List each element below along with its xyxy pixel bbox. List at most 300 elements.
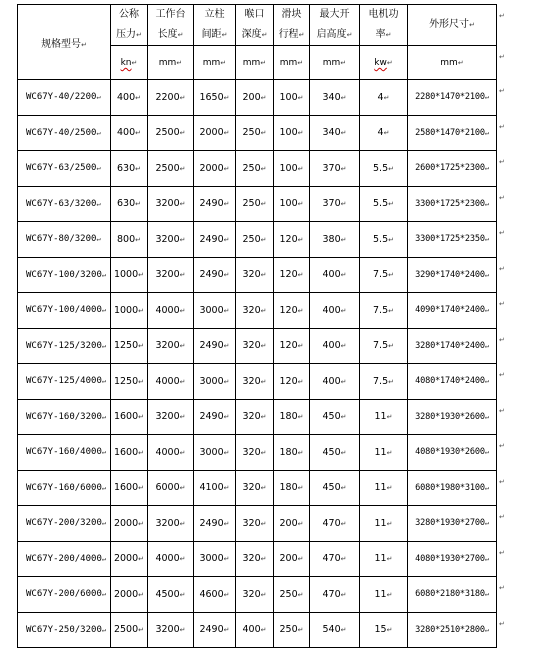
cell-pressure: 400↵ (111, 80, 148, 116)
paragraph-mark: ↵ (340, 93, 347, 102)
paragraph-mark: ↵ (101, 270, 107, 279)
header-stroke: 滑块 行程↵ (274, 5, 310, 46)
paragraph-mark: ↵ (261, 31, 268, 39)
cell-motor-power: 5.5↵ (360, 151, 408, 187)
cell-model: WC67Y-63/3200↵ (18, 186, 111, 222)
paragraph-mark: ↵ (223, 377, 230, 386)
table-row (18, 399, 497, 435)
unit-table-length: mm↵ (148, 46, 194, 80)
row-end-mark: ↵ (499, 265, 505, 273)
paragraph-mark: ↵ (260, 200, 267, 209)
cell-column-spacing: 2490↵ (194, 257, 236, 293)
cell-column-spacing: 2490↵ (194, 328, 236, 364)
paragraph-mark: ↵ (260, 342, 267, 351)
paragraph-mark: ↵ (388, 200, 394, 209)
paragraph-mark: ↵ (297, 413, 304, 422)
paragraph-mark: ↵ (297, 306, 304, 315)
paragraph-mark: ↵ (484, 128, 489, 137)
header-dimensions: 外形尺寸↵ (408, 5, 497, 46)
paragraph-mark: ↵ (386, 59, 393, 67)
paragraph-mark: ↵ (179, 306, 186, 315)
cell-model: WC67Y-160/4000↵ (18, 435, 111, 471)
cell-stroke: 200↵ (274, 541, 310, 577)
paragraph-mark: ↵ (179, 93, 186, 102)
cell-throat-depth: 320↵ (236, 506, 274, 542)
paragraph-mark: ↵ (484, 519, 489, 528)
paragraph-mark: ↵ (221, 31, 228, 39)
header-model: 规格型号↵ (18, 5, 111, 80)
cell-dimensions: 4080*1930*2600↵ (408, 435, 497, 471)
paragraph-mark: ↵ (484, 306, 489, 315)
paragraph-mark: ↵ (179, 626, 186, 635)
cell-motor-power: 4↵ (360, 115, 408, 151)
cell-dimensions: 2280*1470*2100↵ (408, 80, 497, 116)
cell-pressure: 1250↵ (111, 328, 148, 364)
cell-throat-depth: 320↵ (236, 328, 274, 364)
paragraph-mark: ↵ (386, 519, 393, 528)
cell-table-length: 2500↵ (148, 115, 194, 151)
paragraph-mark: ↵ (179, 271, 186, 280)
cell-dimensions: 6080*1980*3100↵ (408, 470, 497, 506)
paragraph-mark: ↵ (484, 554, 489, 563)
cell-max-opening: 450↵ (310, 435, 360, 471)
paragraph-mark: ↵ (179, 377, 186, 386)
header-throat-depth: 喉口 深度↵ (236, 5, 274, 46)
cell-model: WC67Y-250/3200↵ (18, 612, 111, 648)
header-motor-power: 电机功 率↵ (360, 5, 408, 46)
paragraph-mark: ↵ (297, 164, 304, 173)
cell-table-length: 3200↵ (148, 328, 194, 364)
paragraph-mark: ↵ (297, 626, 304, 635)
cell-stroke: 250↵ (274, 577, 310, 613)
paragraph-mark: ↵ (260, 93, 267, 102)
paragraph-mark: ↵ (297, 519, 304, 528)
cell-stroke: 120↵ (274, 293, 310, 329)
paragraph-mark: ↵ (484, 483, 489, 492)
paragraph-mark: ↵ (260, 235, 267, 244)
cell-column-spacing: 3000↵ (194, 435, 236, 471)
table-row (18, 80, 497, 116)
paragraph-mark: ↵ (383, 93, 390, 102)
paragraph-mark: ↵ (484, 199, 489, 208)
cell-throat-depth: 400↵ (236, 612, 274, 648)
cell-table-length: 3200↵ (148, 506, 194, 542)
row-end-mark: ↵ (499, 87, 505, 95)
paragraph-mark: ↵ (340, 555, 347, 564)
cell-motor-power: 11↵ (360, 541, 408, 577)
paragraph-mark: ↵ (260, 377, 267, 386)
cell-dimensions: 3300*1725*2350↵ (408, 222, 497, 258)
cell-max-opening: 370↵ (310, 186, 360, 222)
paragraph-mark: ↵ (484, 235, 489, 244)
cell-throat-depth: 200↵ (236, 80, 274, 116)
cell-motor-power: 7.5↵ (360, 364, 408, 400)
table-row (18, 470, 497, 506)
unit-dimensions: mm↵ (408, 46, 497, 80)
cell-column-spacing: 3000↵ (194, 364, 236, 400)
paragraph-mark: ↵ (96, 235, 101, 244)
cell-throat-depth: 250↵ (236, 222, 274, 258)
unit-pressure: kn↵ (111, 46, 148, 80)
cell-stroke: 180↵ (274, 435, 310, 471)
cell-model: WC67Y-200/6000↵ (18, 577, 111, 613)
paragraph-mark: ↵ (340, 342, 347, 351)
paragraph-mark: ↵ (101, 377, 107, 386)
paragraph-mark: ↵ (101, 554, 107, 563)
paragraph-mark: ↵ (179, 519, 186, 528)
row-end-mark: ↵ (499, 53, 505, 61)
paragraph-mark: ↵ (386, 484, 393, 493)
cell-model: WC67Y-160/6000↵ (18, 470, 111, 506)
paragraph-mark: ↵ (179, 413, 186, 422)
paragraph-mark: ↵ (386, 590, 393, 599)
paragraph-mark: ↵ (101, 625, 107, 634)
paragraph-mark: ↵ (223, 590, 230, 599)
row-end-mark: ↵ (499, 478, 505, 486)
cell-column-spacing: 4100↵ (194, 470, 236, 506)
paragraph-mark: ↵ (101, 519, 107, 528)
paragraph-mark: ↵ (484, 448, 489, 457)
header-pressure: 公称 压力↵ (111, 5, 148, 46)
cell-column-spacing: 4600↵ (194, 577, 236, 613)
paragraph-mark: ↵ (385, 31, 392, 39)
cell-column-spacing: 3000↵ (194, 541, 236, 577)
cell-model: WC67Y-40/2500↵ (18, 115, 111, 151)
paragraph-mark: ↵ (388, 235, 394, 244)
paragraph-mark: ↵ (223, 200, 230, 209)
cell-table-length: 4500↵ (148, 577, 194, 613)
row-end-mark: ↵ (499, 584, 505, 592)
paragraph-mark: ↵ (138, 342, 145, 351)
table-row (18, 328, 497, 364)
cell-motor-power: 11↵ (360, 577, 408, 613)
unit-motor-power: kw↵ (360, 46, 408, 80)
paragraph-mark: ↵ (101, 341, 107, 350)
cell-max-opening: 400↵ (310, 293, 360, 329)
cell-throat-depth: 250↵ (236, 115, 274, 151)
paragraph-mark: ↵ (388, 306, 394, 315)
cell-model: WC67Y-200/3200↵ (18, 506, 111, 542)
cell-stroke: 250↵ (274, 612, 310, 648)
paragraph-mark: ↵ (388, 164, 394, 173)
paragraph-mark: ↵ (179, 235, 186, 244)
cell-stroke: 120↵ (274, 328, 310, 364)
paragraph-mark: ↵ (383, 129, 390, 138)
cell-dimensions: 3280*2510*2800↵ (408, 612, 497, 648)
row-end-mark: ↵ (499, 513, 505, 521)
paragraph-mark: ↵ (484, 270, 489, 279)
paragraph-mark: ↵ (297, 200, 304, 209)
paragraph-mark: ↵ (388, 271, 394, 280)
cell-pressure: 2500↵ (111, 612, 148, 648)
cell-throat-depth: 320↵ (236, 364, 274, 400)
paragraph-mark: ↵ (297, 93, 304, 102)
cell-stroke: 200↵ (274, 506, 310, 542)
paragraph-mark: ↵ (297, 484, 304, 493)
paragraph-mark: ↵ (179, 484, 186, 493)
row-end-mark: ↵ (499, 371, 505, 379)
cell-max-opening: 400↵ (310, 257, 360, 293)
cell-stroke: 100↵ (274, 115, 310, 151)
cell-stroke: 180↵ (274, 399, 310, 435)
cell-model: WC67Y-100/4000↵ (18, 293, 111, 329)
cell-model: WC67Y-63/2500↵ (18, 151, 111, 187)
paragraph-mark: ↵ (297, 590, 304, 599)
cell-motor-power: 4↵ (360, 80, 408, 116)
cell-pressure: 1000↵ (111, 293, 148, 329)
paragraph-mark: ↵ (346, 31, 353, 39)
cell-column-spacing: 2490↵ (194, 222, 236, 258)
row-end-mark: ↵ (499, 194, 505, 202)
cell-model: WC67Y-100/3200↵ (18, 257, 111, 293)
paragraph-mark: ↵ (484, 412, 489, 421)
paragraph-mark: ↵ (135, 200, 141, 209)
cell-motor-power: 15↵ (360, 612, 408, 648)
paragraph-mark: ↵ (96, 199, 101, 208)
cell-table-length: 6000↵ (148, 470, 194, 506)
paragraph-mark: ↵ (340, 271, 347, 280)
cell-max-opening: 470↵ (310, 577, 360, 613)
paragraph-mark: ↵ (176, 59, 183, 67)
table-row (18, 186, 497, 222)
cell-column-spacing: 2490↵ (194, 186, 236, 222)
paragraph-mark: ↵ (138, 448, 145, 457)
paragraph-mark: ↵ (386, 555, 393, 564)
cell-table-length: 4000↵ (148, 435, 194, 471)
cell-motor-power: 7.5↵ (360, 293, 408, 329)
paragraph-mark: ↵ (223, 164, 230, 173)
paragraph-mark: ↵ (179, 448, 186, 457)
cell-column-spacing: 1650↵ (194, 80, 236, 116)
cell-model: WC67Y-40/2200↵ (18, 80, 111, 116)
paragraph-mark: ↵ (138, 590, 145, 599)
row-end-mark: ↵ (499, 549, 505, 557)
paragraph-mark: ↵ (138, 413, 145, 422)
cell-throat-depth: 320↵ (236, 399, 274, 435)
paragraph-mark: ↵ (388, 342, 394, 351)
paragraph-mark: ↵ (297, 377, 304, 386)
unit-stroke: mm↵ (274, 46, 310, 80)
paragraph-mark: ↵ (260, 448, 267, 457)
cell-pressure: 1600↵ (111, 435, 148, 471)
row-end-mark: ↵ (499, 123, 505, 131)
paragraph-mark: ↵ (220, 59, 227, 67)
cell-model: WC67Y-125/3200↵ (18, 328, 111, 364)
paragraph-mark: ↵ (101, 483, 107, 492)
paragraph-mark: ↵ (260, 306, 267, 315)
paragraph-mark: ↵ (484, 93, 489, 102)
cell-table-length: 3200↵ (148, 186, 194, 222)
paragraph-mark: ↵ (386, 626, 393, 635)
table-row (18, 577, 497, 613)
cell-motor-power: 11↵ (360, 435, 408, 471)
paragraph-mark: ↵ (101, 448, 107, 457)
cell-motor-power: 7.5↵ (360, 257, 408, 293)
paragraph-mark: ↵ (260, 626, 267, 635)
cell-max-opening: 470↵ (310, 541, 360, 577)
paragraph-mark: ↵ (340, 200, 347, 209)
paragraph-mark: ↵ (179, 342, 186, 351)
cell-pressure: 1600↵ (111, 470, 148, 506)
header-table-length: 工作台 长度↵ (148, 5, 194, 46)
paragraph-mark: ↵ (223, 129, 230, 138)
paragraph-mark: ↵ (138, 555, 145, 564)
cell-stroke: 100↵ (274, 80, 310, 116)
paragraph-mark: ↵ (177, 31, 184, 39)
cell-model: WC67Y-200/4000↵ (18, 541, 111, 577)
paragraph-mark: ↵ (297, 129, 304, 138)
cell-column-spacing: 2000↵ (194, 151, 236, 187)
cell-throat-depth: 320↵ (236, 293, 274, 329)
cell-max-opening: 370↵ (310, 151, 360, 187)
cell-dimensions: 3280*1930*2700↵ (408, 506, 497, 542)
cell-dimensions: 3280*1930*2600↵ (408, 399, 497, 435)
cell-throat-depth: 320↵ (236, 435, 274, 471)
cell-dimensions: 3300*1725*2300↵ (408, 186, 497, 222)
paragraph-mark: ↵ (297, 235, 304, 244)
paragraph-mark: ↵ (223, 235, 230, 244)
paragraph-mark: ↵ (223, 413, 230, 422)
cell-max-opening: 400↵ (310, 328, 360, 364)
table-row (18, 364, 497, 400)
table-row (18, 151, 497, 187)
row-end-mark: ↵ (499, 336, 505, 344)
paragraph-mark: ↵ (138, 306, 145, 315)
row-end-mark: ↵ (499, 407, 505, 415)
cell-column-spacing: 2000↵ (194, 115, 236, 151)
spec-table (17, 4, 497, 648)
paragraph-mark: ↵ (260, 164, 267, 173)
paragraph-mark: ↵ (96, 164, 101, 173)
paragraph-mark: ↵ (340, 306, 347, 315)
cell-column-spacing: 2490↵ (194, 612, 236, 648)
cell-pressure: 2000↵ (111, 506, 148, 542)
cell-table-length: 3200↵ (148, 612, 194, 648)
cell-pressure: 2000↵ (111, 577, 148, 613)
paragraph-mark: ↵ (101, 306, 107, 315)
paragraph-mark: ↵ (297, 555, 304, 564)
cell-dimensions: 3290*1740*2400↵ (408, 257, 497, 293)
paragraph-mark: ↵ (260, 59, 267, 67)
table-row (18, 115, 497, 151)
paragraph-mark: ↵ (179, 200, 186, 209)
cell-throat-depth: 250↵ (236, 186, 274, 222)
paragraph-mark: ↵ (138, 377, 145, 386)
cell-pressure: 630↵ (111, 151, 148, 187)
cell-max-opening: 450↵ (310, 399, 360, 435)
cell-table-length: 3200↵ (148, 257, 194, 293)
cell-throat-depth: 320↵ (236, 577, 274, 613)
cell-table-length: 3200↵ (148, 399, 194, 435)
cell-throat-depth: 320↵ (236, 257, 274, 293)
cell-max-opening: 540↵ (310, 612, 360, 648)
cell-stroke: 120↵ (274, 257, 310, 293)
paragraph-mark: ↵ (138, 271, 145, 280)
paragraph-mark: ↵ (340, 519, 347, 528)
table-row (18, 506, 497, 542)
cell-model: WC67Y-125/4000↵ (18, 364, 111, 400)
paragraph-mark: ↵ (131, 59, 138, 67)
cell-column-spacing: 3000↵ (194, 293, 236, 329)
paragraph-mark: ↵ (223, 271, 230, 280)
paragraph-mark: ↵ (138, 519, 145, 528)
cell-pressure: 2000↵ (111, 541, 148, 577)
cell-max-opening: 340↵ (310, 115, 360, 151)
cell-pressure: 1600↵ (111, 399, 148, 435)
paragraph-mark: ↵ (297, 59, 304, 67)
paragraph-mark: ↵ (223, 448, 230, 457)
table-row (18, 222, 497, 258)
paragraph-mark: ↵ (340, 235, 347, 244)
paragraph-mark: ↵ (469, 21, 475, 29)
paragraph-mark: ↵ (179, 590, 186, 599)
cell-table-length: 2200↵ (148, 80, 194, 116)
cell-max-opening: 400↵ (310, 364, 360, 400)
cell-dimensions: 3280*1740*2400↵ (408, 328, 497, 364)
cell-stroke: 100↵ (274, 186, 310, 222)
paragraph-mark: ↵ (340, 626, 347, 635)
cell-dimensions: 4080*1740*2400↵ (408, 364, 497, 400)
paragraph-mark: ↵ (297, 342, 304, 351)
paragraph-mark: ↵ (457, 59, 464, 67)
paragraph-mark: ↵ (223, 555, 230, 564)
row-end-mark: ↵ (499, 620, 505, 628)
row-end-mark: ↵ (499, 229, 505, 237)
cell-dimensions: 4080*1930*2700↵ (408, 541, 497, 577)
cell-stroke: 180↵ (274, 470, 310, 506)
paragraph-mark: ↵ (260, 271, 267, 280)
table-row (18, 257, 497, 293)
header-max-opening: 最大开 启高度↵ (310, 5, 360, 46)
row-end-mark: ↵ (499, 300, 505, 308)
cell-table-length: 4000↵ (148, 293, 194, 329)
paragraph-mark: ↵ (135, 129, 141, 138)
table-row (18, 293, 497, 329)
cell-pressure: 1250↵ (111, 364, 148, 400)
cell-max-opening: 470↵ (310, 506, 360, 542)
paragraph-mark: ↵ (135, 93, 141, 102)
paragraph-mark: ↵ (138, 626, 145, 635)
paragraph-mark: ↵ (260, 519, 267, 528)
cell-throat-depth: 320↵ (236, 541, 274, 577)
paragraph-mark: ↵ (260, 590, 267, 599)
unit-column-spacing: mm↵ (194, 46, 236, 80)
unit-max-opening: mm↵ (310, 46, 360, 80)
paragraph-mark: ↵ (223, 484, 230, 493)
cell-max-opening: 380↵ (310, 222, 360, 258)
paragraph-mark: ↵ (179, 164, 186, 173)
table-row (18, 541, 497, 577)
cell-pressure: 1000↵ (111, 257, 148, 293)
paragraph-mark: ↵ (340, 164, 347, 173)
cell-stroke: 100↵ (274, 151, 310, 187)
cell-pressure: 630↵ (111, 186, 148, 222)
cell-stroke: 120↵ (274, 364, 310, 400)
paragraph-mark: ↵ (179, 555, 186, 564)
cell-pressure: 800↵ (111, 222, 148, 258)
paragraph-mark: ↵ (179, 129, 186, 138)
table-row (18, 612, 497, 648)
paragraph-mark: ↵ (260, 484, 267, 493)
paragraph-mark: ↵ (223, 93, 230, 102)
paragraph-mark: ↵ (298, 31, 305, 39)
paragraph-mark: ↵ (96, 93, 101, 102)
cell-dimensions: 2580*1470*2100↵ (408, 115, 497, 151)
paragraph-mark: ↵ (484, 377, 489, 386)
paragraph-mark: ↵ (223, 626, 230, 635)
cell-column-spacing: 2490↵ (194, 399, 236, 435)
paragraph-mark: ↵ (223, 342, 230, 351)
